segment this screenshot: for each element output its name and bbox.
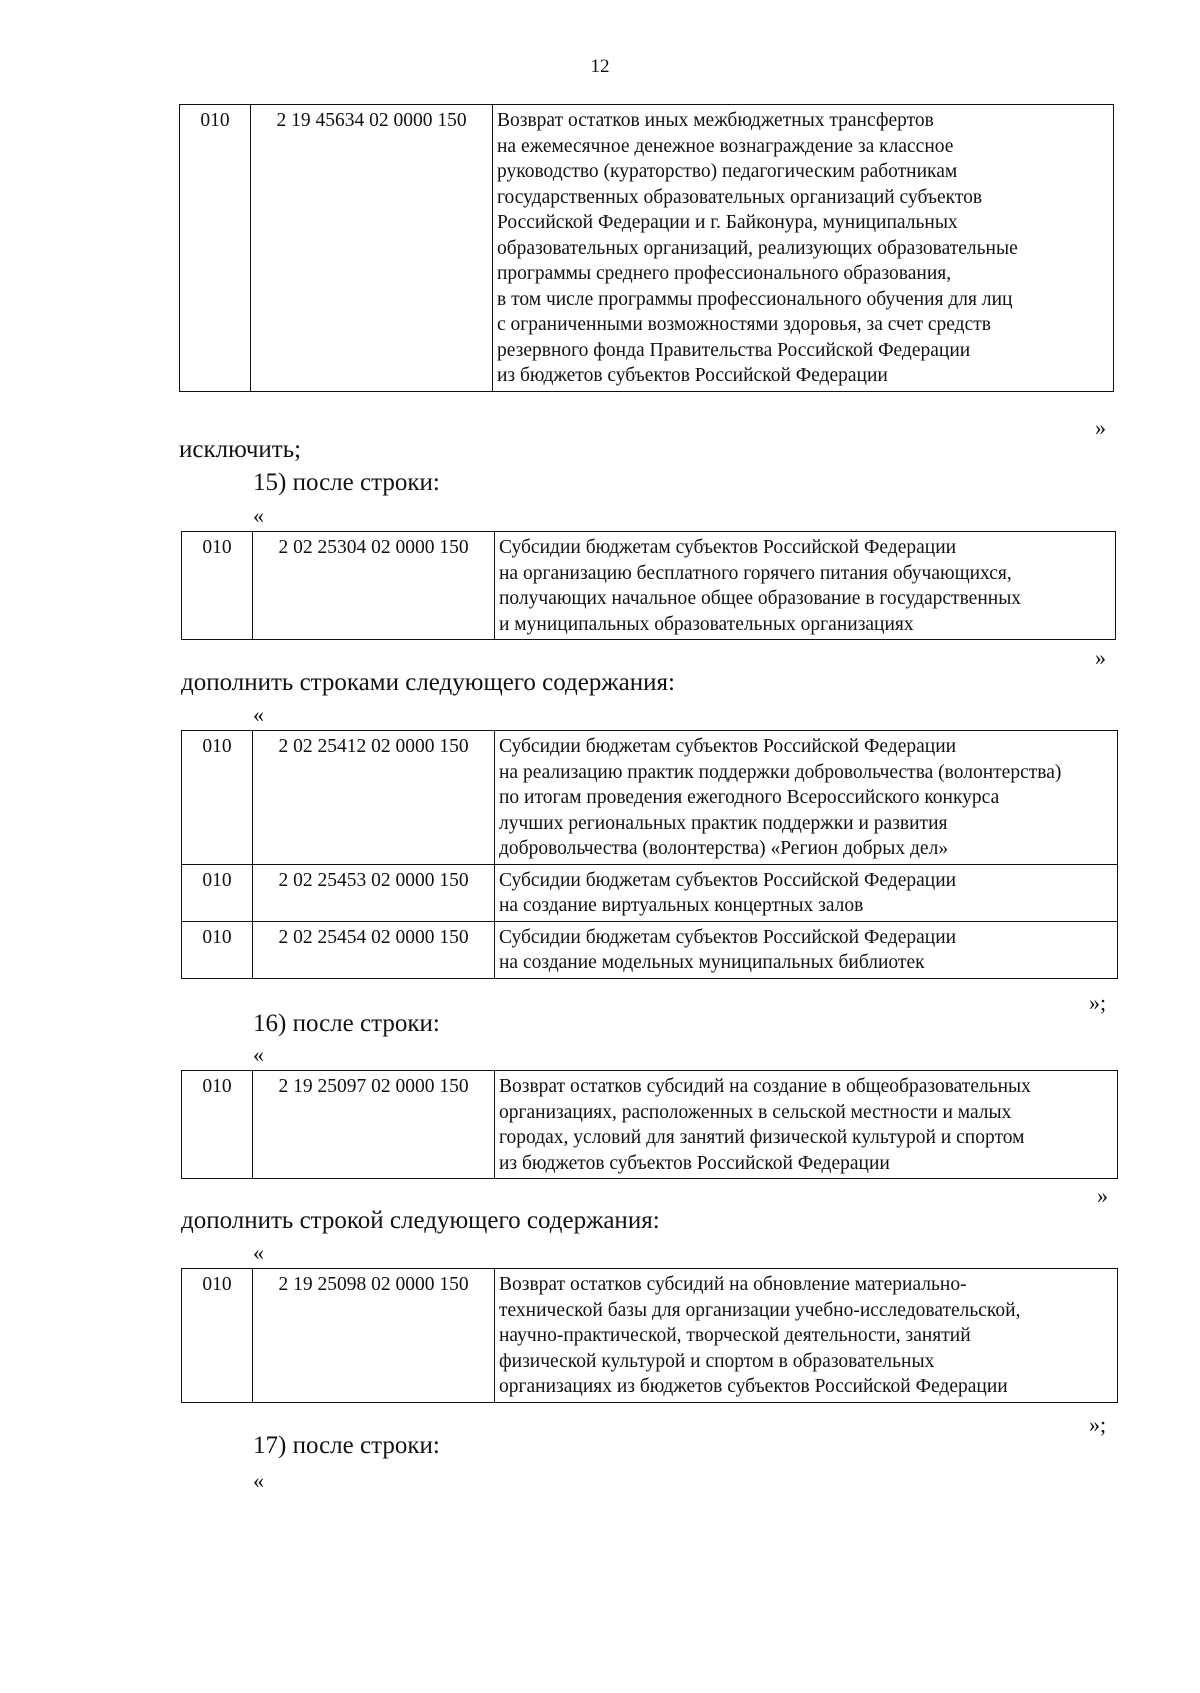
description-cell [493,105,1114,392]
description-line: из бюджетов субъектов Российской Федерации [499,1152,890,1174]
description-line: лучших региональных практик поддержки и развития [499,812,948,834]
admin-code-cell: 010 [180,105,251,392]
opening-quote-4: « [253,1042,264,1067]
closing-quote-3: »; [1089,990,1107,1015]
admin-code-cell: 010 [182,532,253,640]
description-line: резервного фонда Правительства Российской Федерации [497,339,971,361]
budget-code-cell: 2 02 25304 02 0000 150 [253,532,495,640]
text-add-row: дополнить строкой следующего содержания: [181,1207,660,1234]
description-line: научно-практической, творческой деятельности, занятий [499,1325,971,1346]
description-line: организациях, расположенных в сельской местности и малых [499,1101,1012,1123]
opening-quote-3: « [253,702,264,727]
description-line: физической культурой и спортом в образовательных [499,1350,935,1372]
description-line: Субсидии бюджетам субъектов Российской Федерации [499,869,957,891]
table-2 [181,531,1116,640]
closing-quote-1: » [1095,415,1106,440]
budget-code-cell: 2 02 25453 02 0000 150 [253,864,495,921]
description-line: на создание модельных муниципальных библиотек [499,952,925,973]
item-17-heading: 17) после строки: [253,1432,440,1459]
description-line: городах, условий для занятий физической культурой и спортом [499,1127,1025,1148]
table-3 [181,730,1118,979]
description-line: на ежемесячное денежное вознаграждение за классное [497,135,954,157]
budget-code-cell: 2 19 25097 02 0000 150 [253,1071,495,1179]
description-line: из бюджетов субъектов Российской Федерации [497,365,888,386]
budget-code-cell: 2 02 25454 02 0000 150 [253,921,495,978]
description-cell [495,532,1116,640]
admin-code-cell: 010 [182,1071,253,1179]
description-line: на создание виртуальных концертных залов [499,895,864,916]
item-15-heading: 15) после строки: [253,469,440,496]
description-line: в том числе программы профессионального обучения для лиц [497,288,1013,310]
description-line: руководство (кураторство) педагогическим работникам [497,161,958,182]
description-line: Субсидии бюджетам субъектов Российской Федерации [499,926,957,948]
item-16-heading: 16) после строки: [253,1010,440,1037]
admin-code-cell: 010 [182,1269,253,1403]
budget-code-cell: 2 19 25098 02 0000 150 [253,1269,495,1403]
description-line: Возврат остатков субсидий на обновление материально- [499,1274,967,1295]
table-row [180,105,1114,392]
description-line: получающих начальное общее образование в государственных [499,588,1022,609]
description-cell [495,1071,1118,1179]
closing-quote-2: » [1095,645,1106,670]
closing-quote-5: »; [1089,1412,1107,1437]
opening-quote-6: « [253,1468,264,1493]
table-row [182,532,1116,640]
description-cell [495,1269,1118,1403]
description-line: программы среднего профессионального образования, [497,263,952,284]
description-line: государственных образовательных организаций субъектов [497,186,983,208]
description-line: и муниципальных образовательных организациях [499,613,914,635]
description-line: на организацию бесплатного горячего питания обучающихся, [499,562,1012,584]
text-exclude: исключить; [179,436,302,463]
description-line: технической базы для организации учебно-исследовательской, [499,1299,1021,1321]
table-row [182,921,1118,978]
budget-code-cell: 2 19 45634 02 0000 150 [251,105,493,392]
description-line: по итогам проведения ежегодного Всероссийского конкурса [499,787,1000,808]
text-add-rows: дополнить строками следующего содержания: [181,669,675,696]
description-cell [495,731,1118,865]
page-number: 12 [590,56,610,77]
budget-code-cell: 2 02 25412 02 0000 150 [253,731,495,865]
description-cell [495,921,1118,978]
table-1 [179,104,1114,392]
admin-code-cell: 010 [182,864,253,921]
description-line: Возврат остатков субсидий на создание в общеобразовательных [499,1076,1031,1097]
description-line: образовательных организаций, реализующих образовательные [497,237,1018,259]
description-line: Российской Федерации и г. Байконура, муниципальных [497,212,958,233]
table-5 [181,1268,1118,1403]
description-line: Возврат остатков иных межбюджетных трансфертов [497,110,934,131]
table-row [182,731,1118,865]
description-cell [495,864,1118,921]
description-line: Субсидии бюджетам субъектов Российской Федерации [499,537,957,558]
opening-quote-5: « [253,1240,264,1265]
table-row [182,864,1118,921]
opening-quote-2: « [253,503,264,528]
description-line: на реализацию практик поддержки добровольчества (волонтерства) [499,761,1062,783]
description-line: с ограниченными возможностями здоровья, за счет средств [497,314,991,335]
closing-quote-4: » [1097,1183,1108,1208]
admin-code-cell: 010 [182,921,253,978]
table-row [182,1071,1118,1179]
admin-code-cell: 010 [182,731,253,865]
description-line: организациях из бюджетов субъектов Российской Федерации [499,1376,1008,1397]
description-line: Субсидии бюджетам субъектов Российской Федерации [499,736,957,757]
description-line: добровольчества (волонтерства) «Регион добрых дел» [499,838,949,859]
table-row [182,1269,1118,1403]
table-4 [181,1070,1118,1179]
